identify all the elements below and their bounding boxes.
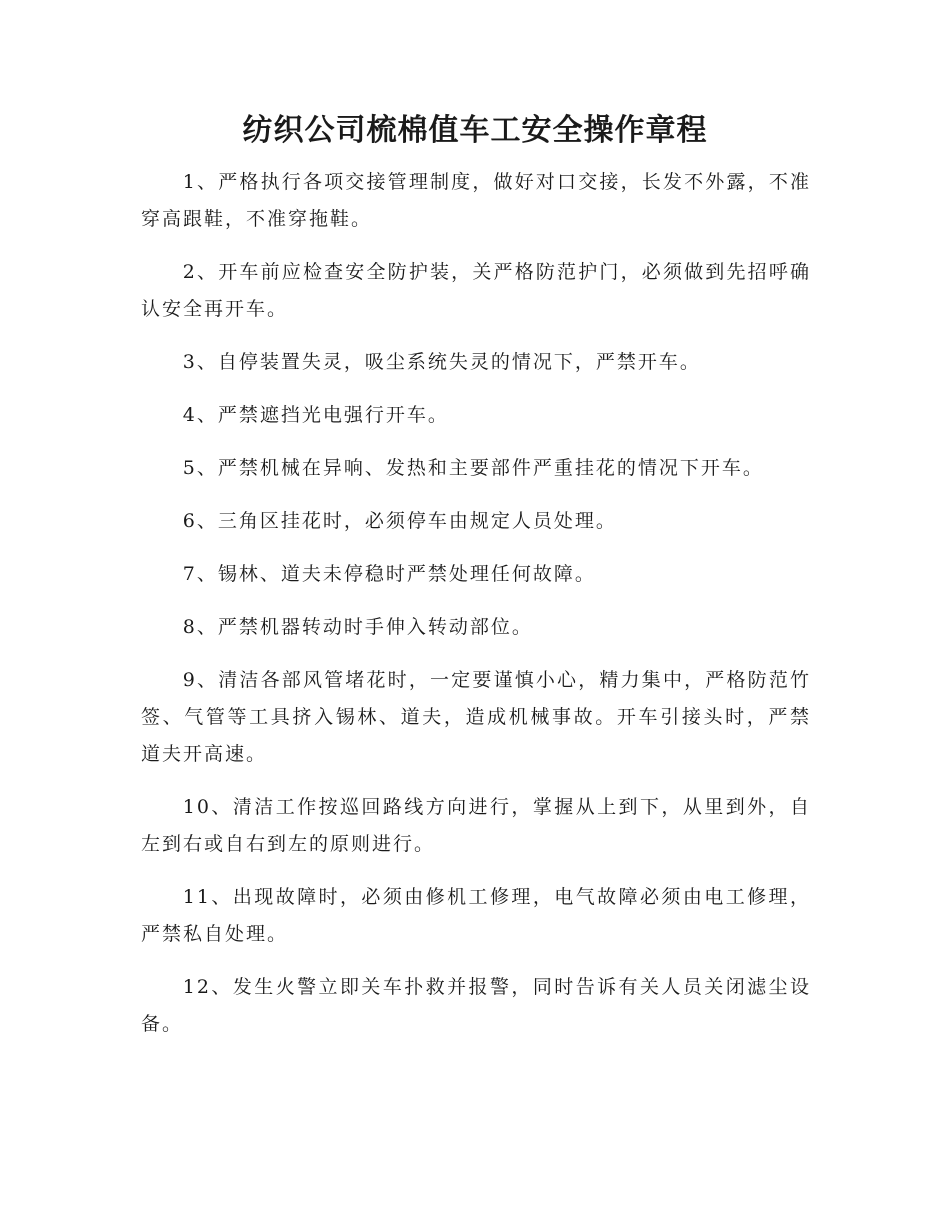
- clause-9: 9、清洁各部风管堵花时，一定要谨慎小心，精力集中，严格防范竹签、气管等工具挤入锡林、道夫，造成机械事故。开车引接头时，严禁道夫开高速。: [141, 669, 811, 765]
- clause-8: 8、严禁机器转动时手伸入转动部位。: [182, 616, 533, 638]
- clause-3: 3、自停装置失灵，吸尘系统失灵的情况下，严禁开车。: [182, 351, 701, 373]
- clause-6: 6、三角区挂花时，必须停车由规定人员处理。: [182, 510, 617, 532]
- clause-4: 4、严禁遮挡光电强行开车。: [182, 404, 449, 426]
- document-body: [141, 164, 811, 1059]
- clause-1: 1、严格执行各项交接管理制度，做好对口交接，长发不外露，不准穿高跟鞋，不准穿拖鞋。: [141, 171, 811, 230]
- clause-11: 11、出现故障时，必须由修机工修理，电气故障必须由电工修理，严禁私自处理。: [141, 886, 811, 945]
- clause-10: 10、清洁工作按巡回路线方向进行，掌握从上到下，从里到外，自左到右或自右到左的原则进行。: [141, 796, 811, 855]
- document-title: 纺织公司梳棉值车工安全操作章程: [242, 113, 708, 148]
- clause-12: 12、发生火警立即关车扑救并报警，同时告诉有关人员关闭滤尘设备。: [141, 976, 811, 1035]
- clause-7: 7、锡林、道夫未停稳时严禁处理任何故障。: [182, 563, 596, 585]
- clause-2: 2、开车前应检查安全防护装，关严格防范护门，必须做到先招呼确认安全再开车。: [141, 261, 811, 320]
- clause-5: 5、严禁机械在异响、发热和主要部件严重挂花的情况下开车。: [182, 457, 764, 479]
